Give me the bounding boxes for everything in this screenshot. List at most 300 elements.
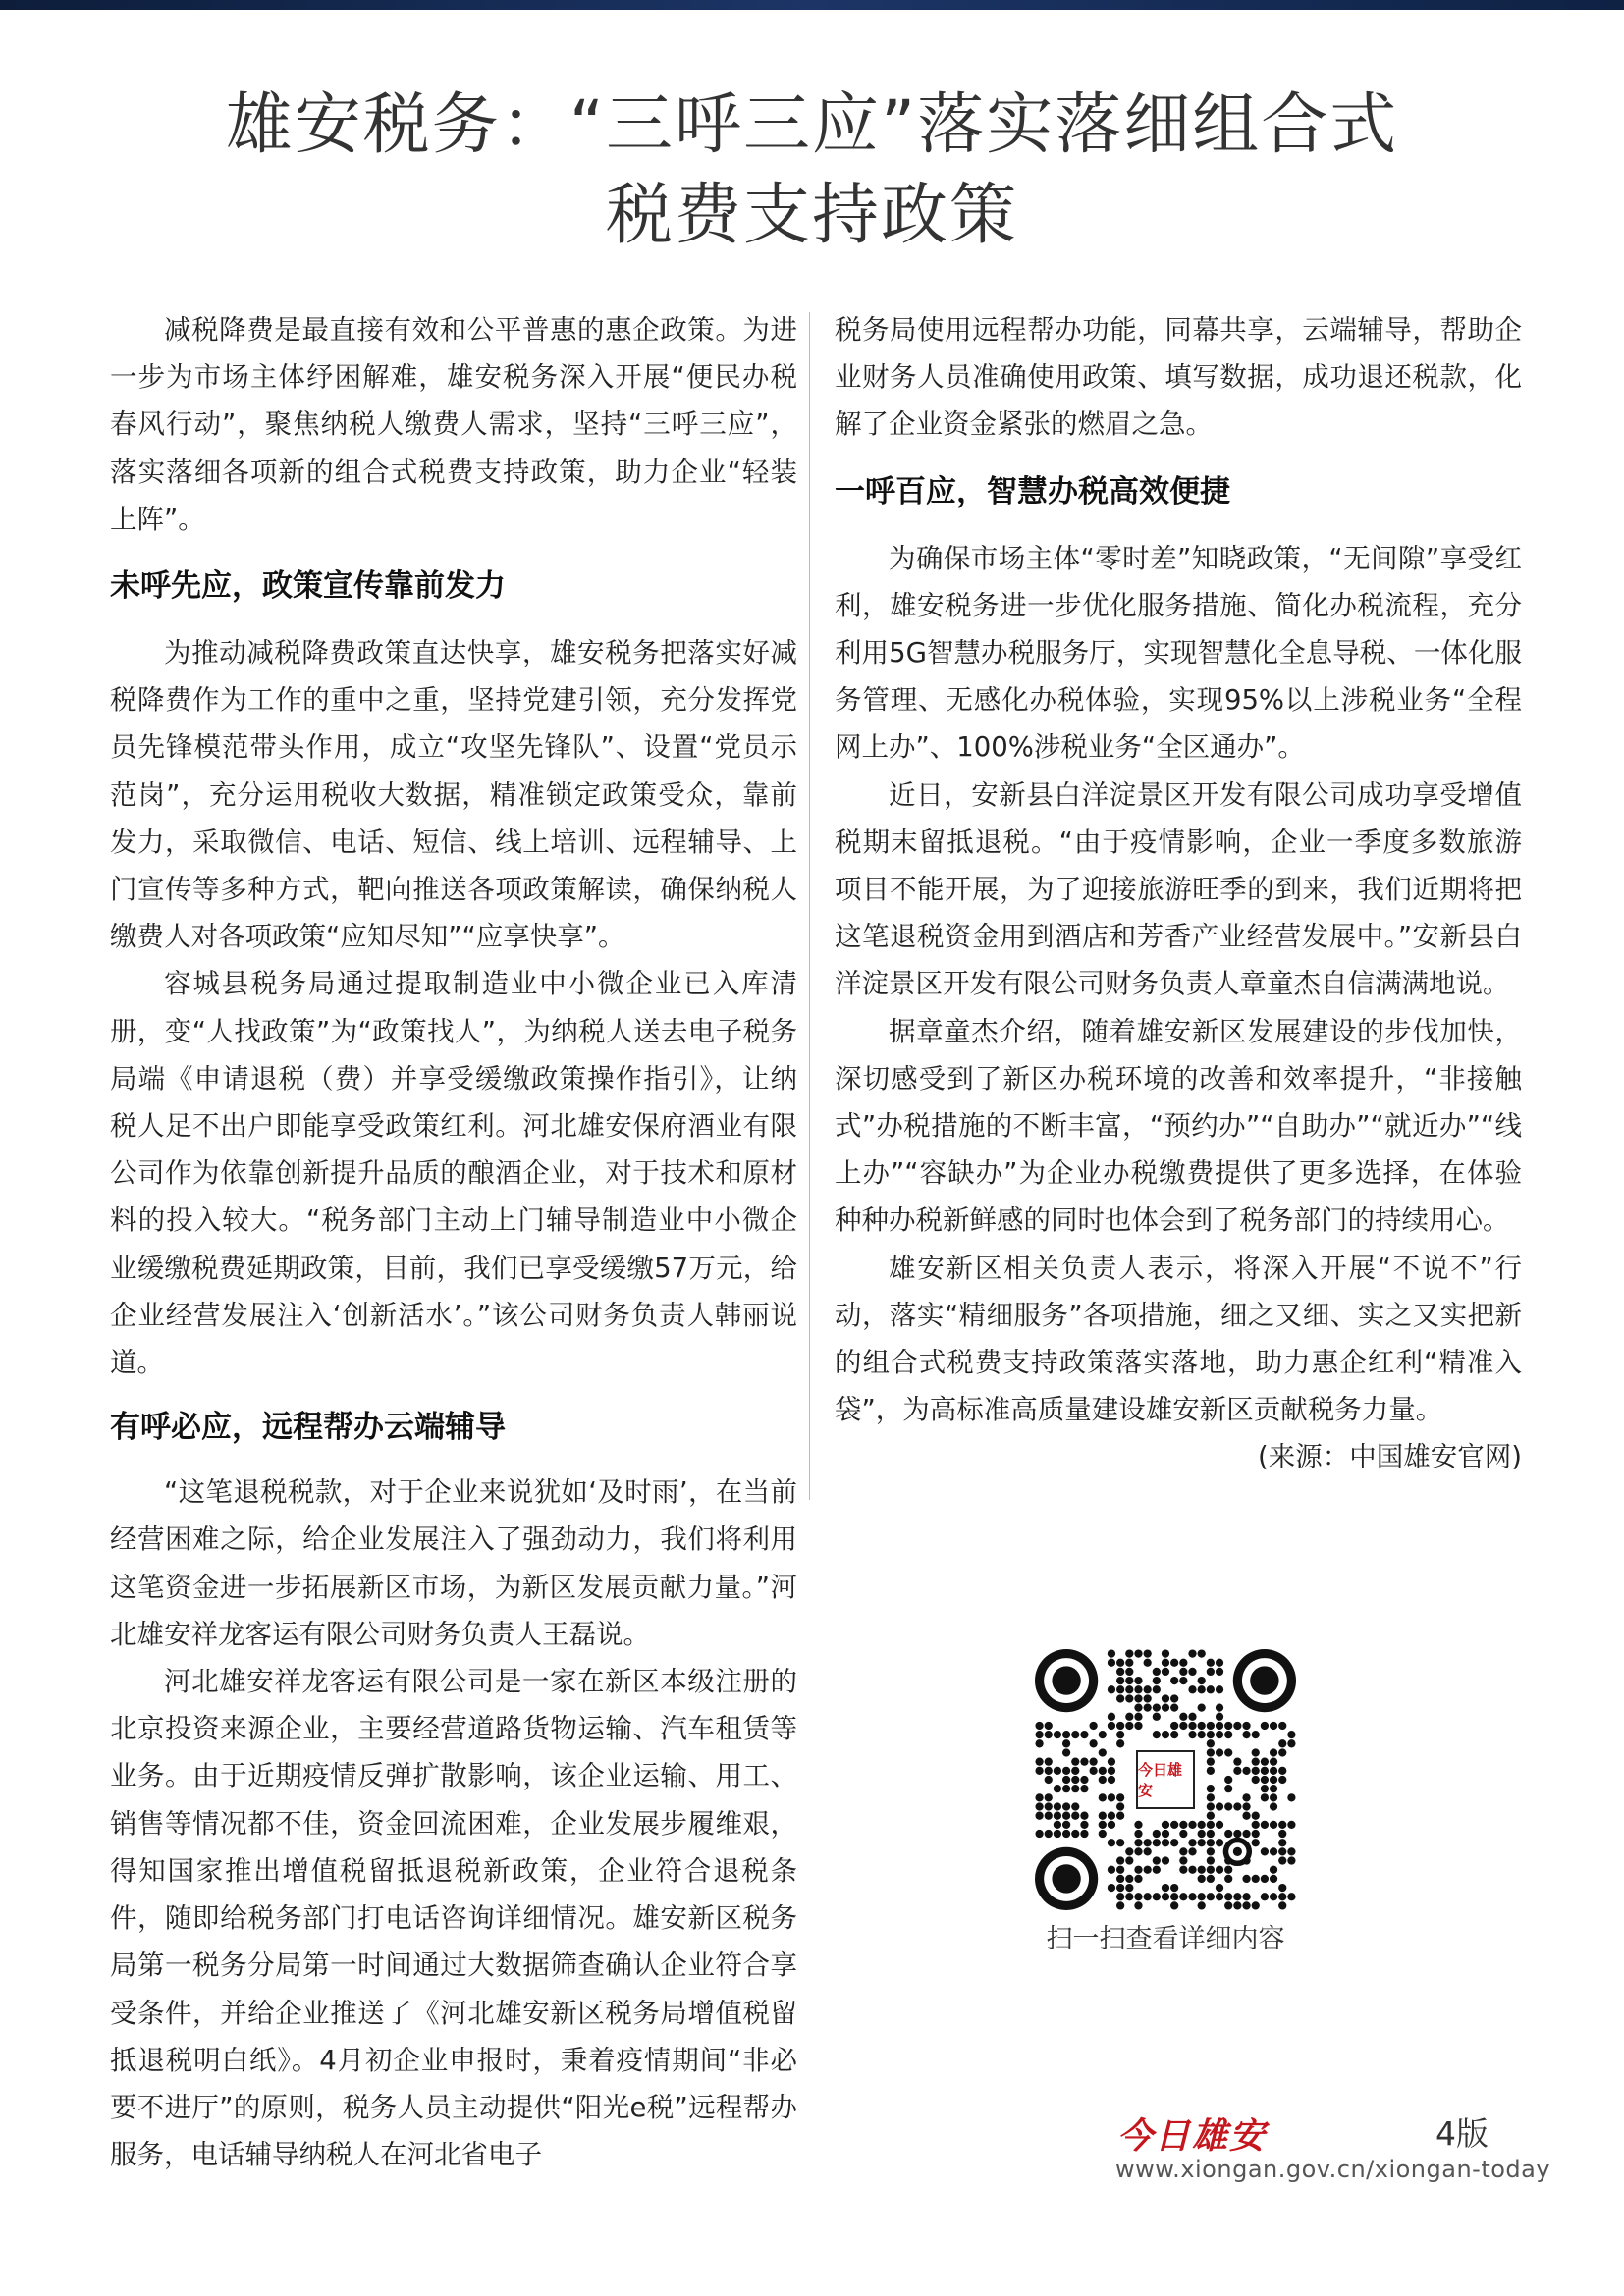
qr-module [1261,1875,1269,1883]
qr-module [1162,1649,1169,1657]
title-line-2: 税费支持政策 [605,177,1018,254]
qr-module [1233,1758,1241,1766]
qr-module [1144,1685,1152,1693]
qr-module [1170,1694,1178,1702]
qr-module [1179,1821,1187,1829]
qr-module [1261,1758,1269,1766]
qr-module [1216,1802,1223,1810]
qr-module [1242,1731,1250,1738]
qr-module [1242,1893,1250,1900]
qr-module [1134,1677,1142,1684]
qr-module [1252,1758,1260,1766]
qr-module [1045,1722,1053,1730]
qr-module [1108,1713,1115,1721]
paragraph-continued: 税务局使用远程帮办功能，同幕共享，云端辅导，帮助企业财务人员准确使用政策、填写数据，成功退还税款，化解了企业资金紧张的燃眉之急。 [835,314,1522,441]
qr-module [1062,1785,1070,1792]
qr-module [1207,1875,1215,1883]
qr-module [1233,1830,1241,1838]
qr-module [1153,1893,1161,1900]
qr-module [1207,1659,1215,1667]
qr-module [1116,1694,1124,1702]
qr-module [1270,1893,1277,1900]
paragraph: 雄安新区相关负责人表示，将深入开展“不说不”行动，落实“精细服务”各项措施，细之又细、实之又实把新的组合式税费支持政策落实落地，助力惠企红利“精准入袋”，为高标准高质量建设雄安新区贡献税务力量。 [835,1252,1522,1426]
qr-module [1099,1767,1107,1775]
qr-module [1207,1722,1215,1730]
qr-module [1261,1821,1269,1829]
qr-module [1216,1713,1223,1721]
qr-module [1062,1821,1070,1829]
qr-module [1278,1748,1286,1756]
qr-module [1252,1748,1260,1756]
qr-module [1179,1847,1187,1855]
qr-module [1144,1703,1152,1711]
qr-module [1242,1875,1250,1883]
qr-module [1162,1884,1169,1892]
qr-module [1134,1713,1142,1721]
qr-module [1170,1893,1178,1900]
qr-module [1242,1812,1250,1820]
qr-module [1153,1668,1161,1676]
qr-module [1035,1758,1043,1766]
qr-module [1108,1839,1115,1846]
qr-module [1099,1812,1107,1820]
qr-caption: 扫一扫查看详细内容 [1046,1924,1285,1954]
qr-module [1233,1901,1241,1909]
qr-module [1170,1722,1178,1730]
qr-module [1080,1812,1088,1820]
qr-module [1144,1893,1152,1900]
qr-module [1252,1901,1260,1909]
qr-module [1116,1722,1124,1730]
qr-module [1261,1893,1269,1900]
qr-module [1108,1649,1115,1657]
qr-module [1108,1685,1115,1693]
qr-module [1207,1758,1215,1766]
section-heading-2: 有呼必应，远程帮办云端辅导 [110,1410,506,1446]
qr-module [1270,1785,1277,1792]
qr-module [1261,1767,1269,1775]
qr-module [1125,1685,1133,1693]
qr-module [1216,1731,1223,1738]
qr-module [1035,1802,1043,1810]
section-heading-3: 一呼百应，智慧办税高效便捷 [835,473,1230,509]
qr-module [1224,1785,1232,1792]
qr-module [1233,1722,1241,1730]
qr-module [1207,1793,1215,1801]
qr-module [1207,1856,1215,1864]
qr-module [1062,1830,1070,1838]
qr-module [1207,1893,1215,1900]
qr-module [1216,1821,1223,1829]
qr-module [1170,1901,1178,1909]
qr-module [1144,1694,1152,1702]
qr-module [1062,1731,1070,1738]
paragraph: 为推动减税降费政策直达快享，雄安税务把落实好减税降费作为工作的重中之重，坚持党建引领，充分发挥党员先锋模范带头作用，成立“攻坚先锋队”、设置“党员示范岗”，充分运用税收大数据，精准锁定政策受众，靠前发力，采取微信、电话、短信、线上培训、远程辅导、上门宣传等多种方式，靶向推送各项政策解读，确保纳税人缴费人对各项政策“应知尽知”“应享快享”。 [110,637,797,953]
footer-url[interactable]: www.xiongan.gov.cn/xiongan-today [1115,2156,1551,2183]
qr-module [1071,1785,1079,1792]
qr-module [1035,1739,1043,1747]
qr-module [1153,1703,1161,1711]
qr-module [1125,1893,1133,1900]
footer-logo: 今日雄安 [1117,2115,1268,2157]
qr-module [1045,1812,1053,1820]
qr-module [1278,1767,1286,1775]
qr-module [1224,1802,1232,1810]
qr-finder-ring [1052,1864,1080,1893]
qr-module [1062,1739,1070,1747]
qr-module [1153,1685,1161,1693]
qr-module [1233,1893,1241,1900]
qr-module [1134,1866,1142,1874]
qr-module [1162,1830,1169,1838]
qr-module [1207,1731,1215,1738]
qr-module [1071,1758,1079,1766]
qr-module [1188,1821,1196,1829]
qr-module [1287,1739,1295,1747]
qr-module [1188,1731,1196,1738]
qr-module [1125,1713,1133,1721]
qr-alignment-ring [1233,1847,1242,1856]
qr-module [1035,1767,1043,1775]
qr-module [1278,1776,1286,1784]
qr-module [1207,1821,1215,1829]
qr-module [1261,1793,1269,1801]
qr-module [1278,1856,1286,1864]
qr-module [1278,1830,1286,1838]
qr-code[interactable] [1035,1649,1296,1910]
qr-module [1207,1839,1215,1846]
qr-module [1116,1884,1124,1892]
qr-module [1134,1847,1142,1855]
qr-module [1071,1776,1079,1784]
qr-module [1278,1739,1286,1747]
qr-module [1252,1812,1260,1820]
qr-module [1216,1703,1223,1711]
qr-module [1216,1722,1223,1730]
qr-module [1116,1677,1124,1684]
qr-module [1134,1694,1142,1702]
qr-module [1207,1748,1215,1756]
qr-module [1179,1830,1187,1838]
qr-module [1242,1802,1250,1810]
qr-module [1278,1847,1286,1855]
qr-module [1261,1776,1269,1784]
qr-module [1179,1893,1187,1900]
qr-module [1233,1802,1241,1810]
qr-module [1134,1901,1142,1909]
qr-module [1108,1776,1115,1784]
qr-module [1198,1703,1206,1711]
qr-module [1216,1884,1223,1892]
qr-module [1125,1668,1133,1676]
qr-module [1125,1649,1133,1657]
qr-module [1071,1812,1079,1820]
qr-module [1080,1776,1088,1784]
qr-module [1198,1685,1206,1693]
left-column [110,306,797,2178]
qr-module [1116,1659,1124,1667]
qr-module [1071,1802,1079,1810]
qr-module [1134,1839,1142,1846]
qr-module [1170,1659,1178,1667]
qr-module [1224,1893,1232,1900]
qr-module [1207,1847,1215,1855]
qr-module [1116,1901,1124,1909]
qr-module [1188,1668,1196,1676]
qr-module [1099,1731,1107,1738]
qr-module [1153,1856,1161,1864]
qr-module [1134,1893,1142,1900]
qr-module [1270,1793,1277,1801]
qr-module [1198,1649,1206,1657]
qr-module [1035,1793,1043,1801]
qr-module [1116,1739,1124,1747]
qr-module [1224,1776,1232,1784]
qr-module [1198,1839,1206,1846]
qr-module [1287,1793,1295,1801]
qr-module [1278,1839,1286,1846]
qr-module [1045,1758,1053,1766]
qr-module [1153,1731,1161,1738]
qr-module [1045,1731,1053,1738]
qr-module [1270,1722,1277,1730]
qr-module [1207,1685,1215,1693]
qr-module [1099,1793,1107,1801]
qr-module [1179,1659,1187,1667]
qr-module [1270,1776,1277,1784]
qr-module [1125,1722,1133,1730]
qr-module [1099,1830,1107,1838]
qr-module [1270,1758,1277,1766]
qr-module [1144,1847,1152,1855]
qr-module [1188,1713,1196,1721]
qr-module [1125,1884,1133,1892]
qr-module [1134,1830,1142,1838]
qr-module [1062,1748,1070,1756]
qr-module [1198,1677,1206,1684]
qr-module [1242,1830,1250,1838]
page-number: 4版 [1435,2114,1489,2153]
qr-module [1080,1731,1088,1738]
qr-module [1035,1731,1043,1738]
qr-module [1045,1776,1053,1784]
qr-module [1216,1893,1223,1900]
qr-module [1153,1830,1161,1838]
qr-module [1062,1767,1070,1775]
paragraph: “这笔退税税款，对于企业来说犹如‘及时雨’，在当前经营困难之际，给企业发展注入了强劲动力，我们将利用这笔资金进一步拓展新区市场，为新区发展贡献力量。”河北雄安祥龙客运有限公司财务负责人王磊说。 [110,1476,797,1650]
qr-module [1125,1659,1133,1667]
qr-module [1179,1713,1187,1721]
qr-module [1054,1830,1061,1838]
qr-module [1153,1677,1161,1684]
qr-module [1216,1685,1223,1693]
qr-module [1198,1731,1206,1738]
qr-module [1153,1866,1161,1874]
qr-module [1035,1830,1043,1838]
qr-module [1108,1812,1115,1820]
qr-module [1116,1812,1124,1820]
top-color-bar [0,0,1624,10]
qr-module [1179,1722,1187,1730]
qr-module [1162,1856,1169,1864]
paragraph: 近日，安新县白洋淀景区开发有限公司成功享受增值税期末留抵退税。“由于疫情影响，企业一季度多数旅游项目不能开展，为了迎接旅游旺季的到来，我们近期将把这笔退税资金用到酒店和芳香产业经营发展中。”安新县白洋淀景区开发有限公司财务负责人章童杰自信满满地说。 [835,778,1522,1000]
qr-module [1099,1821,1107,1829]
qr-module [1144,1649,1152,1657]
qr-module [1071,1731,1079,1738]
qr-module [1170,1677,1178,1684]
qr-module [1125,1694,1133,1702]
qr-module [1252,1731,1260,1738]
qr-module [1278,1884,1286,1892]
qr-module [1116,1839,1124,1846]
qr-module [1108,1767,1115,1775]
qr-module [1170,1703,1178,1711]
qr-module [1089,1767,1097,1775]
qr-module [1035,1722,1043,1730]
qr-module [1216,1668,1223,1676]
qr-module [1062,1776,1070,1784]
qr-module [1162,1659,1169,1667]
qr-module [1116,1793,1124,1801]
intro-paragraph: 减税降费是最直接有效和公平普惠的惠企政策。为进一步为市场主体纾困解难，雄安税务深入开展“便民办税春风行动”，聚焦纳税人缴费人需求，坚持“三呼三应”，落实落细各项新的组合式税费支持政策，助力企业“轻装上阵”。 [110,314,797,535]
qr-module [1188,1839,1196,1846]
qr-module [1125,1677,1133,1684]
qr-module [1224,1866,1232,1874]
qr-module [1287,1731,1295,1738]
qr-module [1116,1893,1124,1900]
qr-module [1242,1767,1250,1775]
qr-module [1270,1875,1277,1883]
qr-module [1162,1893,1169,1900]
qr-module [1179,1856,1187,1864]
qr-module [1216,1866,1223,1874]
qr-module [1080,1785,1088,1792]
qr-module [1233,1767,1241,1775]
paragraph: 容城县税务局通过提取制造业中小微企业已入库清册，变“人找政策”为“政策找人”，为纳税人送去电子税务局端《申请退税（费）并享受缓缴政策操作指引》，让纳税人足不出户即能享受政策红利。河北雄安保府酒业有限公司作为依靠创新提升品质的酿酒企业，对于技术和原材料的投入较大。“税务部门主动上门辅导制造业中小微企业缓缴税费延期政策，目前，我们已享受缓缴57万元，给企业经营发展注入‘创新活水’。”该公司财务负责人韩丽说道。 [110,968,797,1379]
qr-module [1116,1875,1124,1883]
paragraph: 据章童杰介绍，随着雄安新区发展建设的步伐加快，深切感受到了新区办税环境的改善和效率提升，“非接触式”办税措施的不断丰富，“预约办”“自助办”“就近办”“线上办”“容缺办”为企业办税缴费提供了更多选择，在体验种种办税新鲜感的同时也体会到了税务部门的持续用心。 [835,1015,1522,1237]
qr-module [1108,1758,1115,1766]
qr-finder-ring [1250,1666,1278,1694]
qr-module [1125,1856,1133,1864]
qr-module [1216,1659,1223,1667]
qr-module [1134,1821,1142,1829]
qr-module [1198,1901,1206,1909]
qr-module [1188,1685,1196,1693]
qr-module [1270,1866,1277,1874]
qr-module [1278,1901,1286,1909]
qr-module [1207,1802,1215,1810]
qr-module [1162,1694,1169,1702]
qr-module [1134,1703,1142,1711]
qr-module [1224,1748,1232,1756]
qr-module [1198,1830,1206,1838]
qr-module [1188,1649,1196,1657]
qr-module [1054,1821,1061,1829]
paragraph: 为确保市场主体“零时差”知晓政策，“无间隙”享受红利，雄安税务进一步优化服务措施、简化办税流程，充分利用5G智慧办税服务厅，实现智慧化全息导税、一体化服务管理、无感化办税体验，实现95%以上涉税业务“全程网上办”、100%涉税业务“全区通办”。 [835,542,1522,764]
qr-module [1045,1793,1053,1801]
paragraph: 河北雄安祥龙客运有限公司是一家在新区本级注册的北京投资来源企业，主要经营道路货物运输、汽车租赁等业务。由于近期疫情反弹扩散影响，该企业运输、用工、销售等情况都不佳，资金回流困难，企业发展步履维艰，得知国家推出增值税留抵退税新政策，企业符合退税条件，随即给税务部门打电话咨询详细情况。雄安新区税务局第一税务分局第一时间通过大数据筛查确认企业符合享受条件，并给企业推送了《河北雄安新区税务局增值税留抵退税明白纸》。4月初企业申报时，秉着疫情期间“非必要不进厅”的原则，税务人员主动提供“阳光e税”远程帮办服务，电话辅导纳税人在河北省电子 [110,1666,797,2171]
qr-module [1125,1847,1133,1855]
qr-module [1162,1731,1169,1738]
qr-module [1108,1884,1115,1892]
qr-module [1116,1731,1124,1738]
section-heading-1: 未呼先应，政策宣传靠前发力 [110,568,506,605]
qr-finder-ring [1052,1666,1080,1694]
qr-module [1188,1893,1196,1900]
qr-module [1134,1685,1142,1693]
qr-module [1054,1812,1061,1820]
qr-module [1162,1839,1169,1846]
qr-module [1270,1748,1277,1756]
qr-module [1080,1830,1088,1838]
qr-module [1188,1722,1196,1730]
qr-module [1144,1839,1152,1846]
qr-module [1108,1821,1115,1829]
qr-module [1287,1821,1295,1829]
qr-module [1125,1875,1133,1883]
qr-module [1198,1866,1206,1874]
qr-module [1242,1793,1250,1801]
qr-module [1179,1866,1187,1874]
qr-module [1270,1802,1277,1810]
column-divider [809,312,810,1500]
qr-module [1224,1722,1232,1730]
qr-module [1045,1830,1053,1838]
qr-module [1252,1830,1260,1838]
qr-module [1252,1821,1260,1829]
qr-module [1198,1821,1206,1829]
qr-module [1170,1839,1178,1846]
qr-module [1116,1685,1124,1693]
qr-module [1278,1722,1286,1730]
qr-module [1054,1785,1061,1792]
qr-module [1134,1875,1142,1883]
qr-module [1170,1884,1178,1892]
qr-module [1144,1659,1152,1667]
qr-module [1116,1802,1124,1810]
qr-module [1261,1847,1269,1855]
qr-module [1270,1767,1277,1775]
qr-module [1089,1758,1097,1766]
qr-module [1207,1830,1215,1838]
right-column [835,306,1522,1481]
qr-module [1153,1713,1161,1721]
qr-module [1207,1785,1215,1792]
qr-module [1287,1847,1295,1855]
qr-module [1116,1866,1124,1874]
qr-module [1207,1812,1215,1820]
qr-module [1179,1677,1187,1684]
qr-module [1108,1866,1115,1874]
qr-module [1045,1767,1053,1775]
qr-module [1188,1866,1196,1874]
qr-module [1207,1739,1215,1747]
qr-module [1108,1793,1115,1801]
qr-module [1287,1893,1295,1900]
qr-module [1170,1821,1178,1829]
qr-module [1080,1821,1088,1829]
qr-module [1071,1830,1079,1838]
qr-module [1252,1875,1260,1883]
qr-module [1062,1812,1070,1820]
qr-module [1144,1866,1152,1874]
qr-module [1108,1722,1115,1730]
article-title [0,80,1624,261]
qr-module [1162,1821,1169,1829]
qr-module [1224,1875,1232,1883]
qr-module [1216,1748,1223,1756]
